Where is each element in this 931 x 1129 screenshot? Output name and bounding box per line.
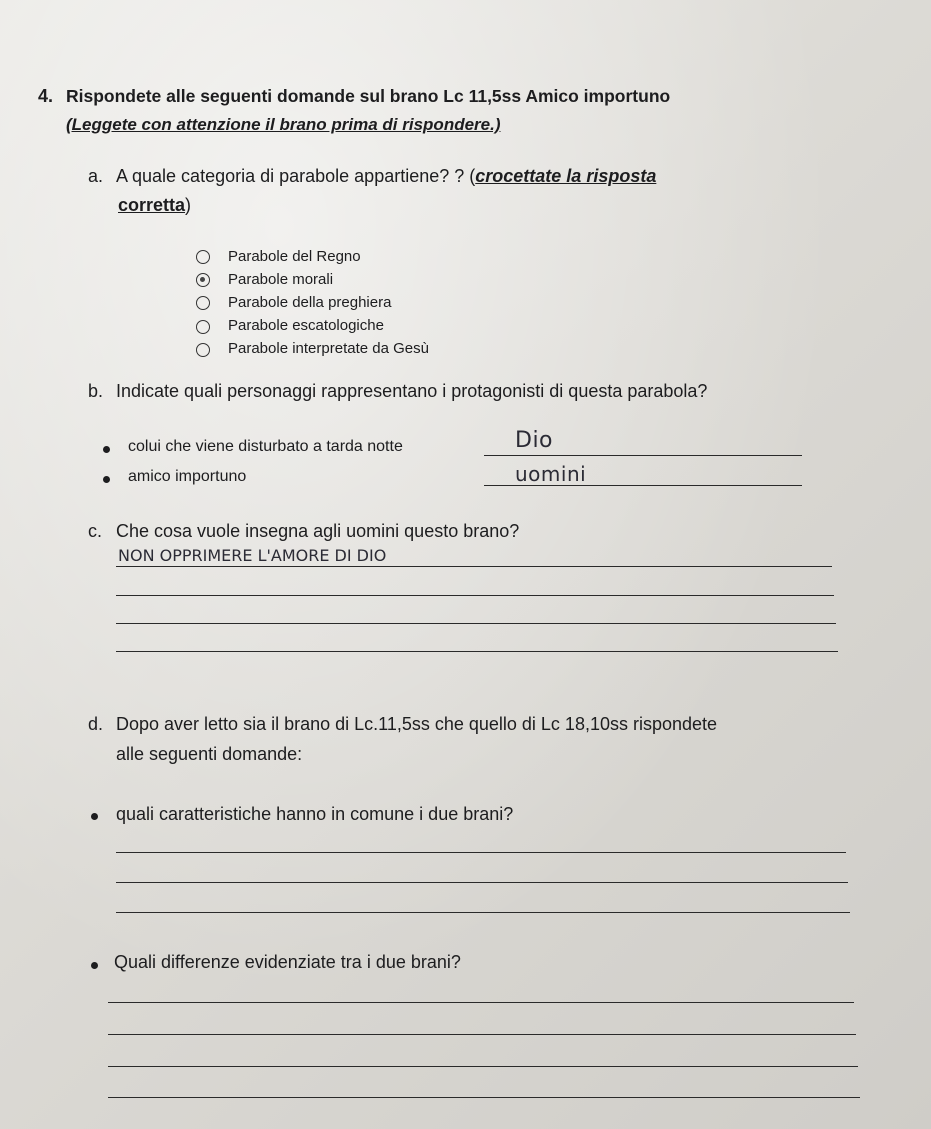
option-label-3: Parabole della preghiera [228,294,392,311]
answer-line-d2-4 [108,1097,860,1098]
answer-line-d2-3 [108,1066,858,1067]
answer-line-c2 [116,595,834,596]
option-label-4: Parabole escatologiche [228,317,384,334]
part-a-letter: a. [88,166,104,186]
part-a-question-row [116,166,656,187]
answer-line-d1-3 [116,912,850,913]
answer-c[interactable]: NON OPPRIMERE L'AMORE DI DIO [118,546,387,565]
part-d-letter: d. [88,714,104,734]
question-title: Rispondete alle seguenti domande sul brano Lc 11,5ss Amico importuno [66,86,671,106]
part-c-letter: c. [88,521,103,541]
part-c-question: Che cosa vuole insegna agli uomini questo brano? [116,521,520,541]
answer-line-d2-2 [108,1034,856,1035]
answer-b1[interactable]: Dio [515,428,554,453]
part-d-question-line1: Dopo aver letto sia il brano di Lc.11,5ss che quello di Lc 18,10ss rispondete [116,714,718,734]
radio-option-4[interactable] [196,320,210,334]
part-b-question: Indicate quali personaggi rappresentano i protagonisti di questa parabola? [116,381,708,401]
option-label-1: Parabole del Regno [228,248,361,265]
answer-line-d1-2 [116,882,848,883]
radio-option-3[interactable] [196,296,210,310]
part-a-hint-close: ) [185,195,192,215]
part-b-item-1-label: colui che viene disturbato a tarda notte [128,438,403,455]
bullet-icon [103,446,110,453]
part-a-hint-line1: crocettate la risposta [475,166,657,186]
answer-line-c4 [116,651,838,652]
answer-line-c1 [116,566,832,567]
part-d-sub1: quali caratteristiche hanno in comune i due brani? [116,804,514,824]
part-a-question: A quale categoria di parabole appartiene? ? ( [116,166,476,186]
option-label-5: Parabole interpretate da Gesù [228,340,429,357]
part-d-question-line2: alle seguenti domande: [116,744,303,764]
answer-line-d1-1 [116,852,846,853]
part-b-item-2-label: amico importuno [128,468,247,485]
part-a-hint-row2 [118,195,191,216]
part-a-hint-line2: corretta [118,195,186,215]
question-instruction: (Leggete con attenzione il brano prima di rispondere.) [66,115,501,134]
radio-option-2[interactable] [196,273,210,287]
answer-line-d2-1 [108,1002,854,1003]
part-d-sub2: Quali differenze evidenziate tra i due brani? [114,952,461,972]
radio-option-1[interactable] [196,250,210,264]
answer-b2[interactable]: uomini [515,462,587,486]
part-b-letter: b. [88,381,104,401]
bullet-icon [91,962,98,969]
answer-line-b1 [484,455,802,456]
option-label-2: Parabole morali [228,271,334,288]
radio-option-5[interactable] [196,343,210,357]
bullet-icon [103,476,110,483]
answer-line-c3 [116,623,836,624]
question-number: 4. [38,86,54,106]
bullet-icon [91,813,98,820]
